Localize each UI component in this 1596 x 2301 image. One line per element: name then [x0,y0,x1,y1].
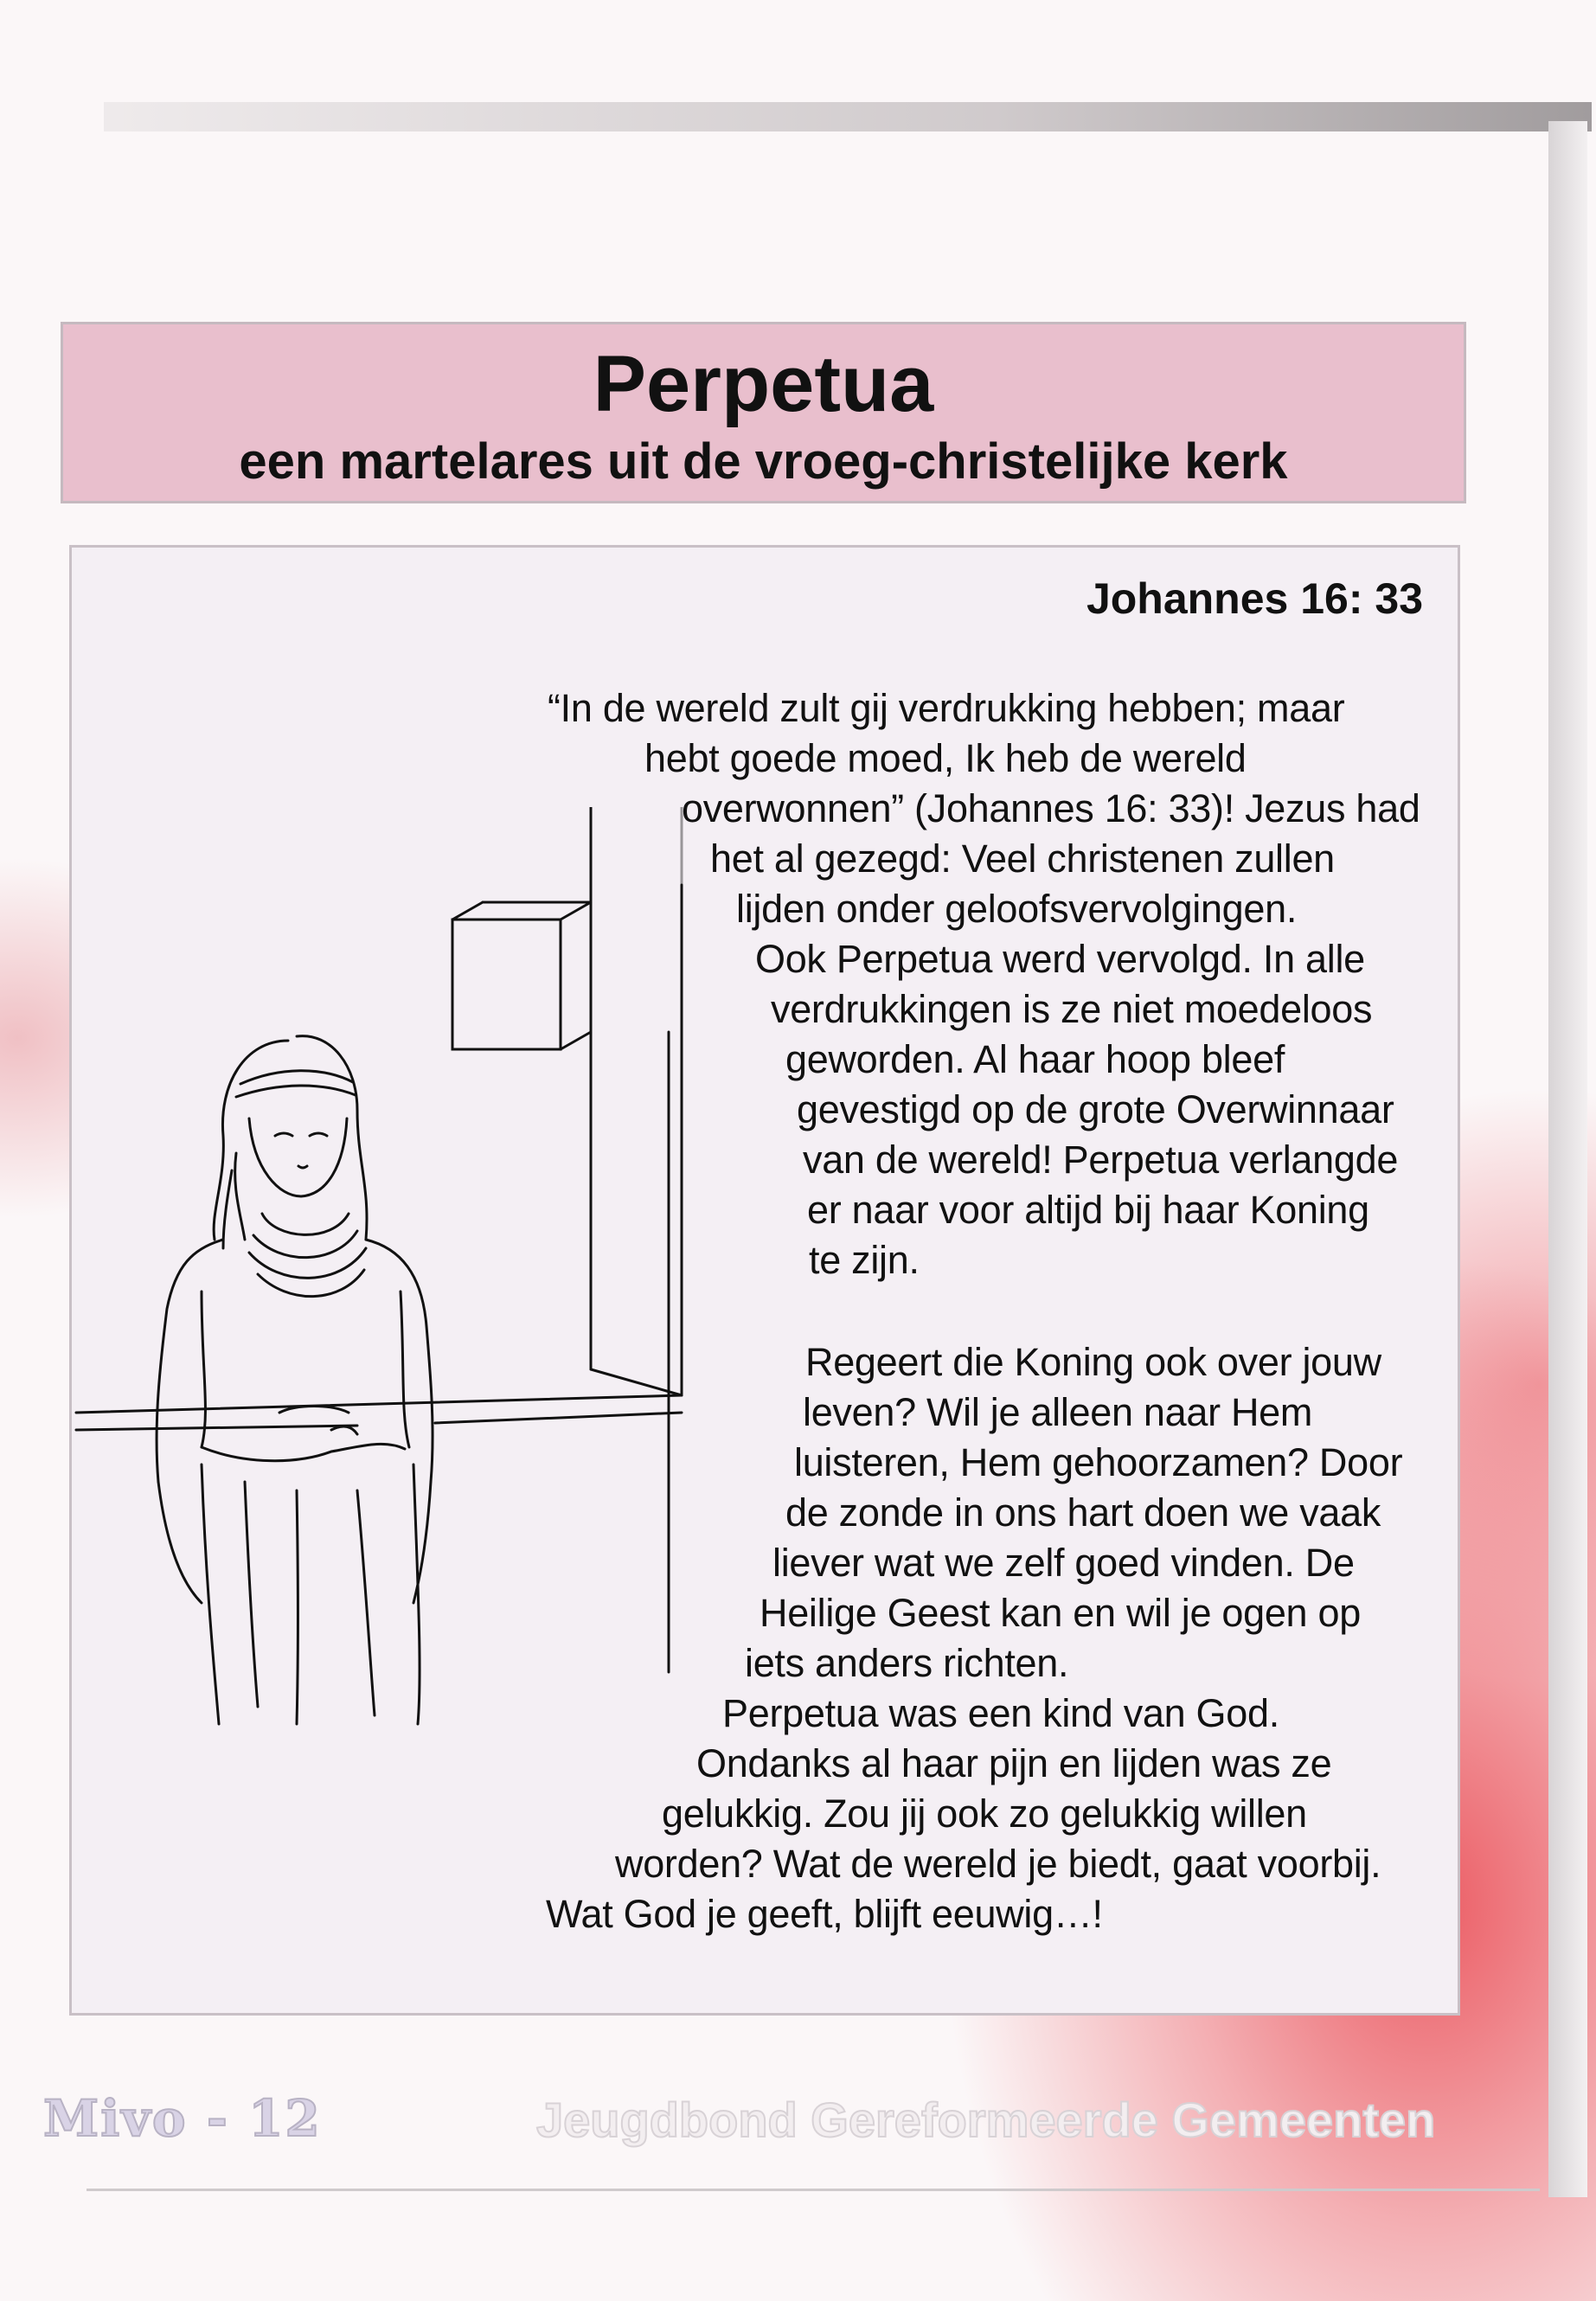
footer-issue-label: Mivo - 12 [43,2089,322,2148]
page-subtitle: een martelares uit de vroeg-christelijke kerk [239,433,1288,490]
text-line: Wat God je geeft, blijft eeuwig…! [546,1892,1103,1936]
text-line: luisteren, Hem gehoorzamen? Door [794,1440,1403,1484]
text-line: worden? Wat de wereld je biedt, gaat voorbij. [615,1842,1381,1886]
footer-publisher-label: Jeugdbond Gereformeerde Gemeenten [536,2093,1436,2147]
text-line: “In de wereld zult gij verdrukking hebben; maar [548,686,1345,730]
text-line: Heilige Geest kan en wil je ogen op [760,1591,1361,1635]
page-title: Perpetua [593,340,934,428]
content-panel [69,545,1460,2016]
text-line: lijden onder geloofsvervolgingen. [736,887,1298,931]
text-line: gelukkig. Zou jij ook zo gelukkig willen [662,1791,1307,1836]
text-line: Perpetua was een kind van God. [722,1691,1279,1735]
text-line: Ondanks al haar pijn en lijden was ze [696,1741,1332,1785]
text-line: te zijn. [809,1238,920,1282]
text-line: Ook Perpetua werd vervolgd. In alle [755,937,1365,981]
text-line: verdrukkingen is ze niet moedeloos [771,987,1373,1031]
text-line: er naar voor altijd bij haar Koning [807,1188,1369,1232]
right-page-edge [1548,121,1587,2197]
text-line: geworden. Al haar hoop bleef [785,1037,1285,1081]
bible-reference: Johannes 16: 33 [1086,574,1423,623]
text-line: hebt goede moed, Ik heb de wereld [644,736,1247,780]
text-line: Regeert die Koning ook over jouw [805,1340,1381,1384]
text-line: van de wereld! Perpetua verlangde [803,1138,1399,1182]
text-line: de zonde in ons hart doen we vaak [785,1490,1381,1535]
text-line: gevestigd op de grote Overwinnaar [797,1087,1394,1131]
text-line: liever wat we zelf goed vinden. De [772,1541,1355,1585]
top-binding-band [104,102,1592,131]
text-line: leven? Wil je alleen naar Hem [803,1390,1313,1434]
text-line: iets anders richten. [745,1641,1069,1685]
bottom-divider [87,2189,1540,2191]
text-line: overwonnen” (Johannes 16: 33)! Jezus had [682,786,1420,830]
text-line: het al gezegd: Veel christenen zullen [710,836,1335,881]
perpetua-illustration [72,807,781,1949]
title-banner [61,322,1466,503]
